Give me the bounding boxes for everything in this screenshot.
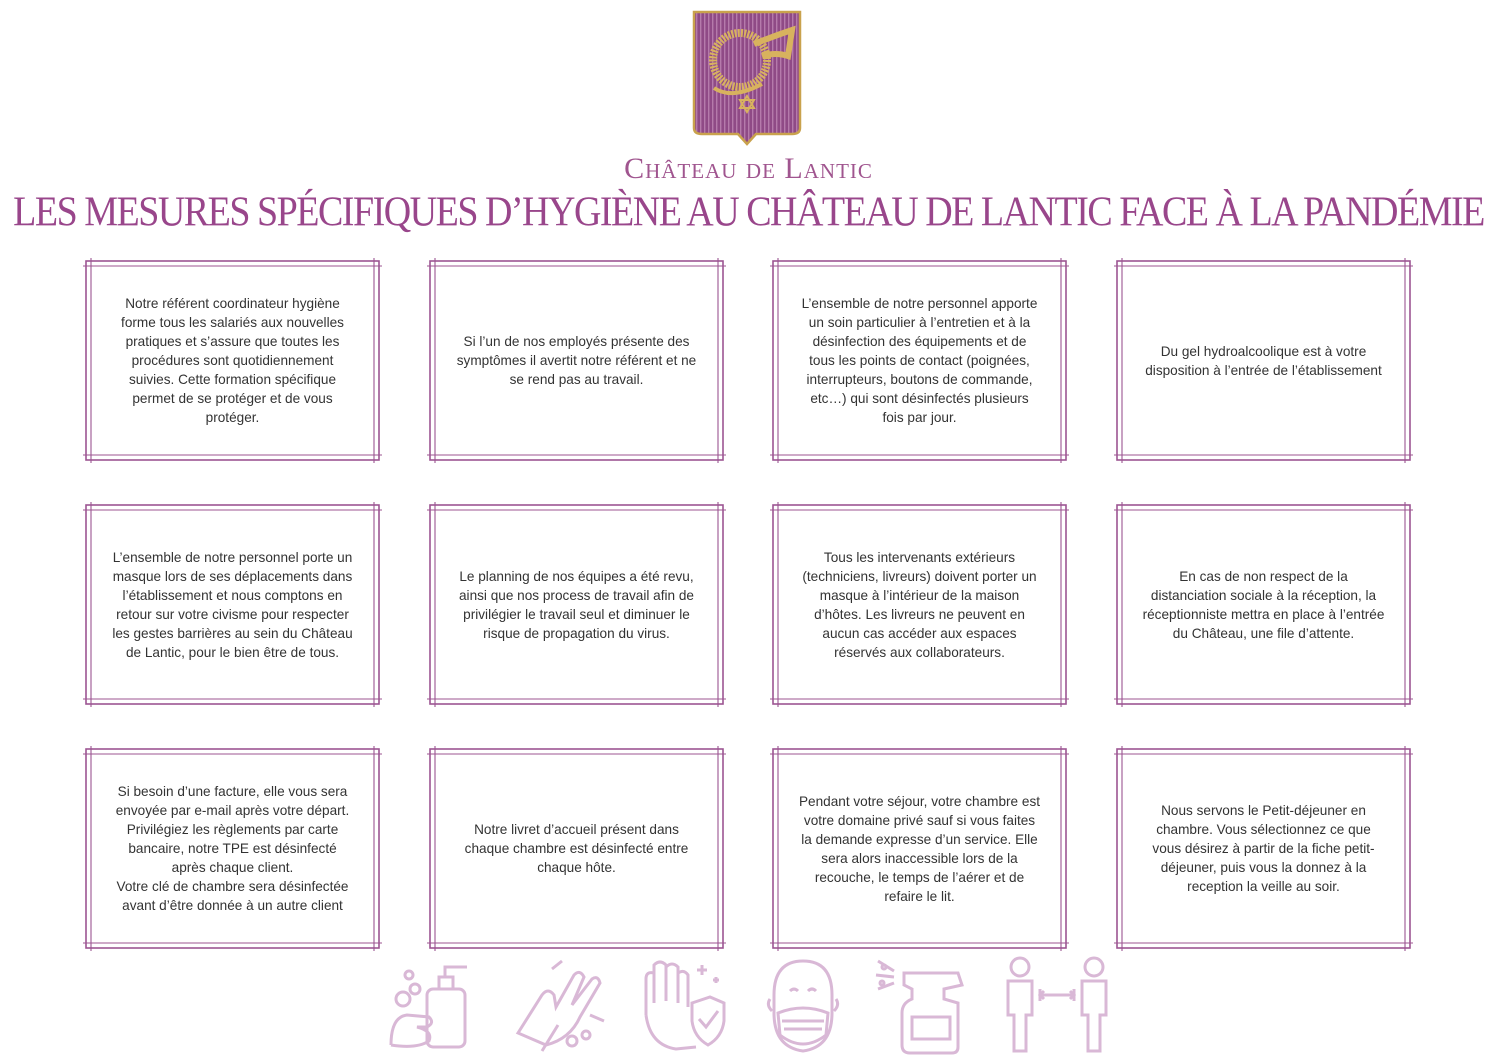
measure-text: Le planning de nos équipes a été revu, ainsi que nos process de travail afin de privilégier le travail seul et diminuer le risque de propagation du virus.: [458, 568, 694, 641]
page-title: LES MESURES SPÉCIFIQUES D’HYGIÈNE AU CHÂTEAU DE LANTIC FACE À LA PANDÉMIE: [13, 188, 1484, 236]
measure-text: L’ensemble de notre personnel apporte un soin particulier à l’entretien et à la désinfection des équipements et de tous les points de contact (poignées, interrupteurs, boutons de commande, etc…) qui sont désinfectés plusieurs fois par jour.: [801, 296, 1038, 425]
measure-text: Notre référent coordinateur hygiène forme tous les salariés aux nouvelles pratiques et s’assure que toutes les procédures sont quotidiennement suivies. Cette formation spécifique permet de se protéger et de vous protéger.: [121, 296, 344, 425]
measure-text: Pendant votre séjour, votre chambre est votre domaine privé sauf si vous faites la demande expresse d’un service. Elle sera alors inaccessible lors de la recouche, le temps de l’aérer et de refaire le lit.: [798, 793, 1041, 904]
hygiene-icons-row: [0, 955, 1497, 1059]
measure-card: [1114, 502, 1413, 707]
brand-name: Château de Lantic: [624, 152, 873, 185]
hand-protection-icon: [636, 955, 726, 1055]
measure-text: Si besoin d’une facture, elle vous sera envoyée par e-mail après votre départ. Privilégiez les règlements par carte bancaire, notre TPE est désinfecté après chaque client. Votre clé de chambre sera désinfectée avant d’être donnée à un autre client: [115, 784, 350, 913]
measure-card: [1114, 746, 1413, 951]
measure-card: [83, 502, 382, 707]
measure-card: [427, 258, 726, 463]
measure-text: L’ensemble de notre personnel porte un masque lors de ses déplacements dans l’établissement et nous comptons en retour sur votre civisme pour respecter les gestes barrières au sein du Château de Lantic, pour le bien être de tous.: [112, 549, 353, 660]
measure-card: [427, 502, 726, 707]
measure-text: En cas de non respect de la distanciation sociale à la réception, la réceptionniste mettra en place à l’entrée du Château, une file d’attente.: [1142, 568, 1385, 641]
social-distancing-icon: [1000, 955, 1114, 1055]
chateau-crest-logo: [692, 10, 802, 146]
disinfectant-spray-icon: [874, 955, 968, 1055]
measure-text: Du gel hydroalcoolique est à votre disposition à l’entrée de l’établissement: [1145, 343, 1382, 378]
measure-card: [770, 502, 1069, 707]
measure-card: [83, 746, 382, 951]
measure-text: Notre livret d’accueil présent dans chaque chambre est désinfecté entre chaque hôte.: [464, 822, 689, 875]
face-mask-icon: [760, 955, 846, 1055]
measure-card: [83, 258, 382, 463]
measure-card: [770, 746, 1069, 951]
measure-card: [770, 258, 1069, 463]
hand-washing-icon: [512, 955, 610, 1055]
measure-text: Si l’un de nos employés présente des symptômes il avertit notre référent et ne se rend pas au travail.: [456, 334, 697, 387]
measure-text: Tous les intervenants extérieurs (techniciens, livreurs) doivent porter un masque à l’intérieur de la maison d’hôtes. Les livreurs ne peuvent en aucun cas accéder aux espaces réservés aux collaborateurs.: [802, 549, 1037, 660]
measure-text: Nous servons le Petit-déjeuner en chambre. Vous sélectionnez ce que vous désirez à partir de la fiche petit-déjeuner, puis vous la donnez à la reception la veille au soir.: [1152, 803, 1375, 894]
measure-card: [1114, 258, 1413, 463]
measure-card: [427, 746, 726, 951]
hand-soap-icon: [387, 955, 479, 1055]
